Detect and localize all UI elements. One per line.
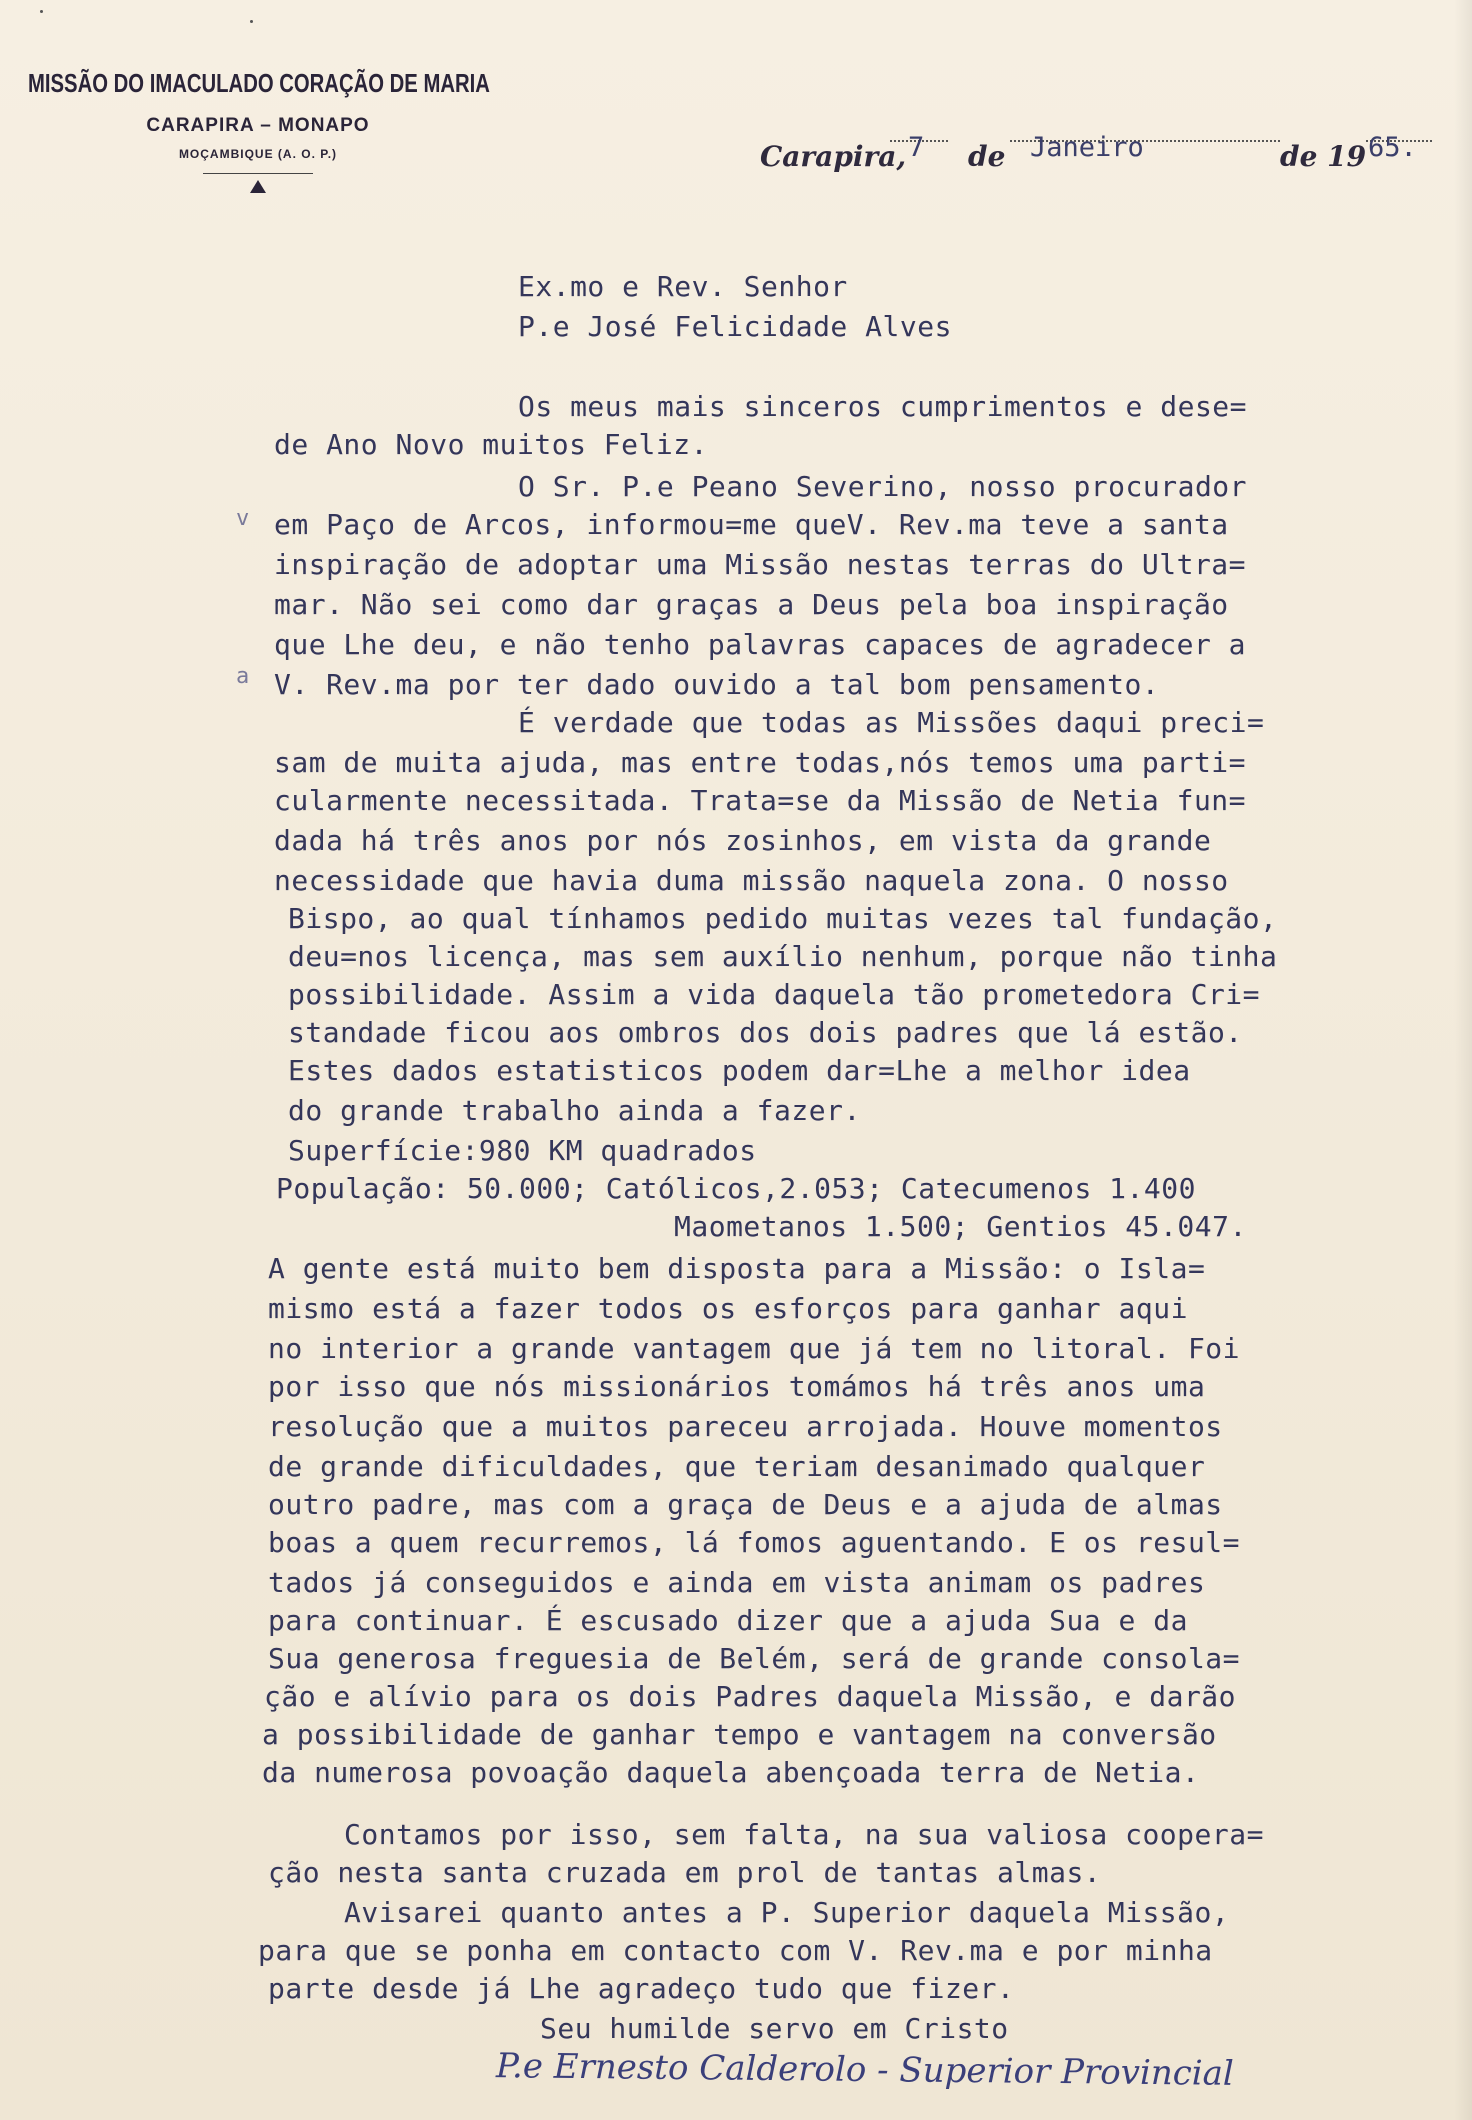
body-line: Contamos por isso, sem falta, na sua valiosa coopera= [344, 1818, 1264, 1851]
letterhead-country: MOÇAMBIQUE (A. O. P.) [178, 147, 338, 161]
body-line: standade ficou aos ombros dos dois padres que lá estão. [288, 1016, 1243, 1049]
closing-line: Seu humilde servo em Cristo [540, 2012, 1009, 2045]
dateline-day: 7 [908, 132, 925, 163]
margin-mark: v [236, 506, 250, 531]
body-line: sam de muita ajuda, mas entre todas,nós temos uma parti= [274, 746, 1247, 779]
body-line: ção e alívio para os dois Padres daquela Missão, e darão [264, 1680, 1237, 1713]
body-line: em Paço de Arcos, informou=me queV. Rev.ma teve a santa [274, 508, 1229, 541]
handwritten-signature: P.e Ernesto Calderolo - Superior Provincial [495, 2046, 1234, 2094]
margin-mark: a [236, 664, 250, 689]
letterhead-rule [203, 173, 313, 174]
body-line: por isso que nós missionários tomámos há três anos uma [268, 1370, 1206, 1403]
body-line: Os meus mais sinceros cumprimentos e dese= [518, 390, 1248, 423]
body-line: mismo está a fazer todos os esforços para ganhar aqui [268, 1292, 1188, 1325]
body-line: V. Rev.ma por ter dado ouvido a tal bom pensamento. [274, 668, 1160, 701]
body-line: inspiração de adoptar uma Missão nestas terras do Ultra= [274, 548, 1247, 581]
letterhead-mission-name: MISSÃO DO IMACULADO CORAÇÃO DE MARIA [28, 68, 490, 98]
body-line: possibilidade. Assim a vida daquela tão prometedora Cri= [288, 978, 1261, 1011]
body-line: dada há três anos por nós zosinhos, em vista da grande [274, 824, 1212, 857]
dateline-de: de [968, 140, 1006, 173]
letterhead-place: CARAPIRA – MONAPO [146, 115, 370, 136]
statistics-population-line: População: 50.000; Católicos,2.053; Catecumenos 1.400 [276, 1172, 1196, 1205]
body-line: para continuar. É escusado dizer que a ajuda Sua e da [268, 1604, 1188, 1637]
paper-speck [250, 20, 253, 23]
body-line: Sua generosa freguesia de Belém, será de grande consola= [268, 1642, 1241, 1675]
dateline-month: Janeiro [1030, 132, 1144, 163]
body-line: parte desde já Lhe agradeço tudo que fizer. [268, 1972, 1015, 2005]
body-line: para que se ponha em contacto com V. Rev.ma e por minha [258, 1934, 1213, 1967]
dateline-year: 65. [1368, 132, 1417, 163]
body-line: da numerosa povoação daquela abençoada terra de Netia. [262, 1756, 1200, 1789]
body-line: ção nesta santa cruzada em prol de tantas almas. [268, 1856, 1102, 1889]
page-edge-shadow [1454, 0, 1472, 2120]
statistics-area-line: Superfície:980 KM quadrados [288, 1134, 757, 1167]
dateline-year-prefix: de 19 [1280, 140, 1367, 173]
body-line: Avisarei quanto antes a P. Superior daquela Missão, [344, 1896, 1230, 1929]
body-line: outro padre, mas com a graça de Deus e a ajuda de almas [268, 1488, 1223, 1521]
body-line: A gente está muito bem disposta para a Missão: o Isla= [268, 1252, 1206, 1285]
body-line: Estes dados estatisticos podem dar=Lhe a melhor idea [288, 1054, 1191, 1087]
body-line: O Sr. P.e Peano Severino, nosso procurador [518, 470, 1248, 503]
body-line: tados já conseguidos e ainda em vista animam os padres [268, 1566, 1206, 1599]
body-line: Bispo, ao qual tínhamos pedido muitas vezes tal fundação, [288, 902, 1278, 935]
body-line: resolução que a muitos pareceu arrojada. Houve momentos [268, 1410, 1223, 1443]
body-line: necessidade que havia duma missão naquela zona. O nosso [274, 864, 1229, 897]
body-line: no interior a grande vantagem que já tem no litoral. Foi [268, 1332, 1241, 1365]
addressee-line: P.e José Felicidade Alves [518, 310, 952, 343]
body-line: que Lhe deu, e não tenho palavras capaces de agradecer a [274, 628, 1247, 661]
dateline-city: Carapira, [760, 140, 907, 173]
body-line: mar. Não sei como dar graças a Deus pela boa inspiração [274, 588, 1229, 621]
body-line: boas a quem recurremos, lá fomos aguentando. E os resul= [268, 1526, 1241, 1559]
body-line: de Ano Novo muitos Feliz. [274, 428, 708, 461]
body-line: a possibilidade de ganhar tempo e vantagem na conversão [262, 1718, 1217, 1751]
salutation-line: Ex.mo e Rev. Senhor [518, 270, 848, 303]
body-line: É verdade que todas as Missões daqui preci= [518, 706, 1265, 739]
body-line: do grande trabalho ainda a fazer. [288, 1094, 861, 1127]
body-line: deu=nos licença, mas sem auxílio nenhum, porque não tinha [288, 940, 1278, 973]
triangle-icon [250, 180, 266, 193]
dateline [760, 132, 1440, 178]
body-line: de grande dificuldades, que teriam desanimado qualquer [268, 1450, 1206, 1483]
letterhead [28, 68, 488, 193]
statistics-religion-line: Maometanos 1.500; Gentios 45.047. [674, 1210, 1247, 1243]
body-line: cularmente necessitada. Trata=se da Missão de Netia fun= [274, 784, 1247, 817]
paper-speck [40, 10, 43, 13]
